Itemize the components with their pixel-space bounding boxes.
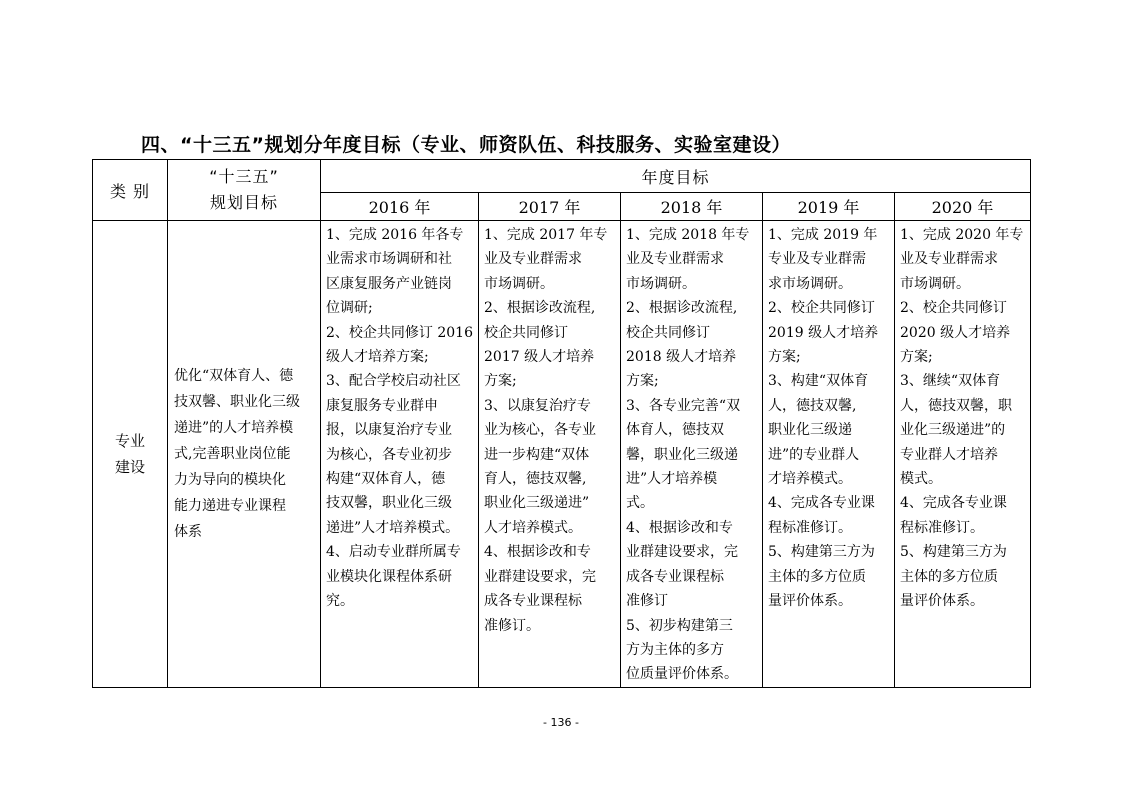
- header-year-2017: 2017 年: [479, 193, 621, 221]
- cell-line: 业及专业群需求: [626, 251, 724, 268]
- cell-line: 业群建设要求，完: [626, 544, 738, 561]
- header-plan-goal-line2: 规划目标: [209, 193, 278, 212]
- cell-line: 1、完成 2017 年专: [484, 227, 608, 243]
- cell-line: 求市场调研。: [768, 275, 852, 292]
- cell-line: 位调研;: [326, 300, 373, 317]
- cell-line: 准修订。: [484, 617, 540, 634]
- cell-line: 进”的专业群人: [768, 446, 860, 463]
- cell-line: 业需求市场调研和社: [326, 251, 452, 268]
- goal-2017-cell: [479, 221, 621, 688]
- cell-line: 成各专业课程标: [626, 568, 724, 585]
- cell-line: 级人才培养方案;: [326, 349, 429, 366]
- cell-line: 业及专业群需求: [900, 251, 998, 268]
- cell-line: 递进”的人才培养模: [174, 419, 294, 436]
- cell-line: 递进”人才培养模式。: [326, 519, 460, 536]
- cell-line: 市场调研。: [900, 275, 970, 292]
- cell-line: 人才培养模式。: [484, 519, 582, 536]
- cell-line: 4、根据诊改和专: [626, 519, 733, 536]
- cell-line: 体育人，德技双: [626, 422, 724, 439]
- cell-line: 量评价体系。: [900, 593, 984, 610]
- annual-goals-table: [92, 159, 1031, 688]
- cell-line: 校企共同修订: [484, 324, 568, 341]
- cell-line: 进”人才培养模: [626, 471, 718, 488]
- cell-line: 才培养模式。: [768, 471, 852, 488]
- table-row: [93, 221, 1031, 688]
- cell-line: 1、完成 2018 年专: [626, 227, 750, 243]
- cell-line: 馨，职业化三级递: [626, 446, 738, 463]
- cell-line: 程标准修订。: [900, 519, 984, 536]
- cell-line: 康复服务专业群申: [326, 397, 438, 414]
- cell-line: 2、根据诊改流程,: [626, 300, 738, 317]
- goal-2020-cell: [895, 221, 1031, 688]
- cell-line: 为核心，各专业初步: [326, 446, 452, 463]
- cell-line: 1、完成 2020 年专: [900, 227, 1024, 243]
- header-category: 类 别: [93, 160, 168, 221]
- cell-line: 主体的多方位质: [768, 568, 866, 585]
- cell-line: 1、完成 2016 年各专: [326, 227, 464, 243]
- cell-line: 2、校企共同修订: [900, 300, 1007, 317]
- cell-line: 职业化三级递进”: [484, 495, 590, 512]
- cell-line: 主体的多方位质: [900, 568, 998, 585]
- plan-goal-cell: [168, 221, 321, 688]
- category-line1: 专业: [114, 431, 145, 450]
- cell-line: 方案;: [626, 373, 659, 390]
- cell-line: 业模块化课程体系研: [326, 568, 452, 585]
- cell-line: 5、初步构建第三: [626, 617, 733, 634]
- category-cell: [93, 221, 168, 688]
- cell-line: 式。: [626, 495, 654, 512]
- section-heading: 四、“十三五”规划分年度目标（专业、师资队伍、科技服务、实验室建设）: [141, 134, 791, 156]
- goal-2016-cell: [321, 221, 479, 688]
- cell-line: 方案;: [900, 349, 933, 366]
- cell-line: 方案;: [484, 373, 517, 390]
- cell-line: 报，以康复治疗专业: [326, 422, 452, 439]
- cell-line: 方为主体的多方: [626, 641, 724, 658]
- cell-line: 式,完善职业岗位能: [174, 445, 291, 462]
- cell-line: 力为导向的模块化: [174, 471, 286, 488]
- header-plan-goal-line1: “十三五”: [209, 167, 279, 186]
- cell-line: 专业群人才培养: [900, 446, 998, 463]
- cell-line: 4、完成各专业课: [900, 495, 1007, 512]
- cell-line: 人，德技双馨,: [768, 397, 857, 414]
- cell-line: 量评价体系。: [768, 593, 852, 610]
- cell-line: 成各专业课程标: [484, 593, 582, 610]
- header-year-2019: 2019 年: [763, 193, 895, 221]
- cell-line: 业及专业群需求: [484, 251, 582, 268]
- category-line2: 建设: [114, 457, 145, 476]
- cell-line: 2018 级人才培养: [626, 349, 737, 366]
- cell-line: 体系: [174, 523, 202, 540]
- cell-line: 校企共同修订: [626, 324, 710, 341]
- cell-line: 专业及专业群需: [768, 251, 866, 268]
- cell-line: 市场调研。: [626, 275, 696, 292]
- header-yearly-goals: 年度目标: [321, 160, 1031, 193]
- cell-line: 4、启动专业群所属专: [326, 544, 461, 561]
- cell-line: 4、完成各专业课: [768, 495, 875, 512]
- goal-2018-cell: [621, 221, 763, 688]
- cell-line: 2017 级人才培养: [484, 349, 595, 366]
- cell-line: 2、校企共同修订 2016: [326, 324, 473, 341]
- cell-line: 方案;: [768, 349, 801, 366]
- cell-line: 究。: [326, 593, 354, 610]
- cell-line: 程标准修订。: [768, 519, 852, 536]
- cell-line: 业为核心，各专业: [484, 422, 596, 439]
- header-plan-goal: [168, 160, 321, 221]
- header-year-2020: 2020 年: [895, 193, 1031, 221]
- page-number: - 136 -: [543, 716, 579, 729]
- cell-line: 进一步构建“双体: [484, 446, 590, 463]
- cell-line: 2019 级人才培养: [768, 324, 879, 341]
- cell-line: 3、继续“双体育: [900, 373, 1001, 390]
- cell-line: 育人，德技双馨,: [484, 471, 587, 488]
- cell-line: 人，德技双馨，职: [900, 397, 1012, 414]
- cell-line: 市场调研。: [484, 275, 554, 292]
- cell-line: 3、配合学校启动社区: [326, 373, 461, 390]
- cell-line: 位质量评价体系。: [626, 666, 738, 683]
- cell-line: 业群建设要求，完: [484, 568, 596, 585]
- cell-line: 业化三级递进”的: [900, 422, 1006, 439]
- cell-line: 职业化三级递: [768, 422, 852, 439]
- cell-line: 优化“双体育人、德: [174, 367, 294, 384]
- cell-line: 区康复服务产业链岗: [326, 275, 452, 292]
- cell-line: 技双馨，职业化三级: [326, 495, 452, 512]
- cell-line: 3、各专业完善“双: [626, 397, 741, 414]
- cell-line: 1、完成 2019 年: [768, 227, 878, 243]
- cell-line: 2020 级人才培养: [900, 324, 1011, 341]
- goal-2019-cell: [763, 221, 895, 688]
- cell-line: 2、根据诊改流程,: [484, 300, 596, 317]
- cell-line: 构建“双体育人，德: [326, 471, 446, 488]
- cell-line: 模式。: [900, 471, 942, 488]
- header-year-2018: 2018 年: [621, 193, 763, 221]
- cell-line: 3、构建“双体育: [768, 373, 869, 390]
- cell-line: 能力递进专业课程: [174, 497, 286, 514]
- cell-line: 5、构建第三方为: [768, 544, 875, 561]
- cell-line: 3、以康复治疗专: [484, 397, 591, 414]
- cell-line: 5、构建第三方为: [900, 544, 1007, 561]
- cell-line: 准修订: [626, 593, 668, 610]
- cell-line: 技双馨、职业化三级: [174, 393, 300, 410]
- cell-line: 4、根据诊改和专: [484, 544, 591, 561]
- header-year-2016: 2016 年: [321, 193, 479, 221]
- cell-line: 2、校企共同修订: [768, 300, 875, 317]
